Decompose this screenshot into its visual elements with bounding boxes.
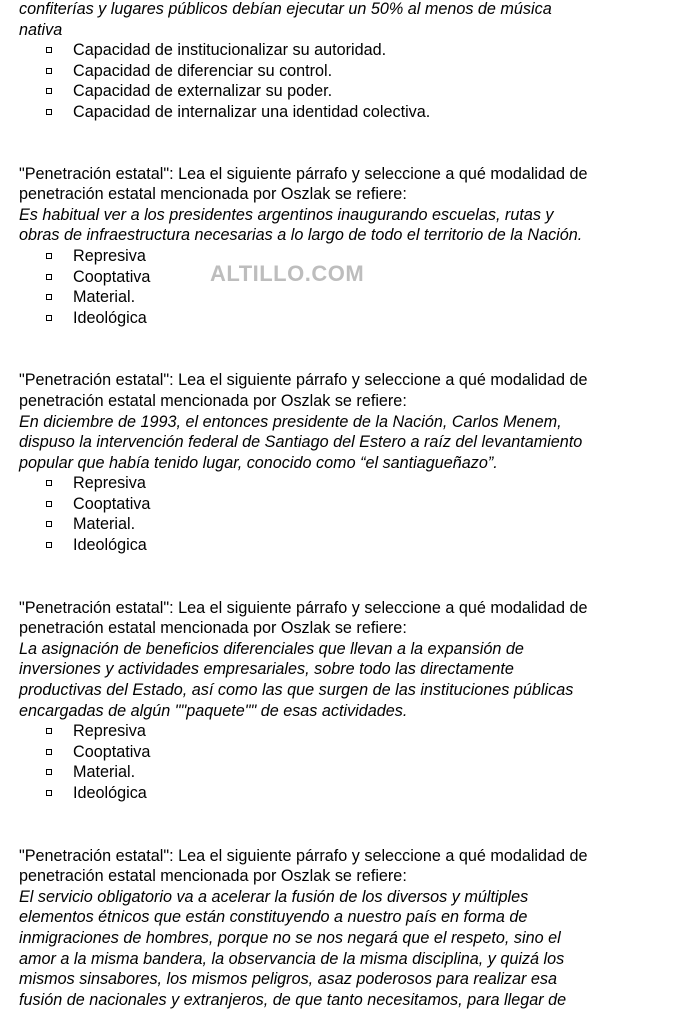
option-item[interactable]: Cooptativa [46,742,691,763]
passage-line: inmigraciones de hombres, porque no se nos negará que el respeto, sino el [19,928,561,947]
intro-options [19,40,691,122]
square-bullet-icon [46,274,52,280]
passage-line: inversiones y actividades empresariales, sobre todo las directamente [19,660,514,679]
option-item[interactable]: Capacidad de institucionalizar su autoridad. [46,40,691,61]
passage-line: En diciembre de 1993, el entonces presidente de la Nación, Carlos Menem, [19,412,562,431]
question-prompt-line: "Penetración estatal": Lea el siguiente párrafo y seleccione a qué modalidad de [19,598,588,617]
option-item[interactable]: Ideológica [46,535,691,556]
question-1 [19,164,691,329]
passage-line: amor a la misma bandera, la observancia de la misma disciplina, y quizá los [19,949,565,968]
question-prompt-line: penetración estatal mencionada por Oszlak se refiere: [19,391,407,410]
question-prompt-line: penetración estatal mencionada por Oszlak se refiere: [19,619,407,638]
passage-line: confiterías y lugares públicos debían ejecutar un 50% al menos de música [19,0,552,18]
spacer [19,804,691,846]
passage-line: popular que había tenido lugar, conocido como “el santiagueñazo”. [19,453,498,472]
passage-line: productivas del Estado, así como las que surgen de las instituciones públicas [19,681,574,700]
question-options [19,246,691,328]
passage-line: encargadas de algún ""paquete"" de esas actividades. [19,701,408,720]
document-page [19,0,691,1010]
passage-line: elementos étnicos que están constituyendo a nuestro país en forma de [19,908,528,927]
passage-line: La asignación de beneficios diferenciales que llevan a la expansión de [19,639,524,658]
option-item[interactable]: Material. [46,287,691,308]
option-item[interactable]: Capacidad de internalizar una identidad colectiva. [46,102,691,123]
question-prompt-line: "Penetración estatal": Lea el siguiente párrafo y seleccione a qué modalidad de [19,371,588,390]
passage-line: dispuso la intervención federal de Santiago del Estero a raíz del levantamiento [19,433,583,452]
option-item[interactable]: Represiva [46,721,691,742]
passage-line: mismos sinsabores, los mismos peligros, asaz poderosos para realizar esa [19,970,558,989]
option-item[interactable]: Capacidad de diferenciar su control. [46,61,691,82]
square-bullet-icon [46,521,52,527]
intro-passage [19,0,691,40]
passage-line: El servicio obligatorio va a acelerar la fusión de los diversos y múltiples [19,887,529,906]
option-item[interactable]: Represiva [46,246,691,267]
square-bullet-icon [46,47,52,53]
square-bullet-icon [46,790,52,796]
question-3 [19,598,691,804]
square-bullet-icon [46,68,52,74]
passage-line: fusión de nacionales y extranjeros, de que tanto necesitamos, para llegar de [19,990,567,1009]
square-bullet-icon [46,109,52,115]
square-bullet-icon [46,769,52,775]
spacer [19,328,691,370]
option-item[interactable]: Cooptativa [46,494,691,515]
passage-line: nativa [19,20,63,39]
passage-line: Es habitual ver a los presidentes argentinos inaugurando escuelas, rutas y [19,205,554,224]
square-bullet-icon [46,480,52,486]
square-bullet-icon [46,542,52,548]
question-options [19,721,691,803]
option-item[interactable]: Capacidad de externalizar su poder. [46,81,691,102]
option-item[interactable]: Ideológica [46,783,691,804]
option-item[interactable]: Represiva [46,473,691,494]
spacer [19,556,691,598]
question-2 [19,370,691,555]
question-prompt-line: penetración estatal mencionada por Oszlak se refiere: [19,867,407,886]
option-item[interactable]: Ideológica [46,308,691,329]
option-item[interactable]: Material. [46,762,691,783]
square-bullet-icon [46,88,52,94]
square-bullet-icon [46,294,52,300]
square-bullet-icon [46,501,52,507]
watermark-logo: ALTILLO.COM [210,261,365,286]
square-bullet-icon [46,253,52,259]
question-prompt-line: "Penetración estatal": Lea el siguiente párrafo y seleccione a qué modalidad de [19,846,588,865]
question-prompt-line: penetración estatal mencionada por Oszlak se refiere: [19,185,407,204]
passage-line: obras de infraestructura necesarias a lo largo de todo el territorio de la Nación. [19,226,583,245]
question-prompt-line: "Penetración estatal": Lea el siguiente párrafo y seleccione a qué modalidad de [19,164,588,183]
square-bullet-icon [46,749,52,755]
question-4 [19,846,691,1011]
option-item[interactable]: Cooptativa [46,267,691,288]
spacer [19,123,691,164]
question-options [19,473,691,555]
option-item[interactable]: Material. [46,514,691,535]
square-bullet-icon [46,315,52,321]
square-bullet-icon [46,728,52,734]
